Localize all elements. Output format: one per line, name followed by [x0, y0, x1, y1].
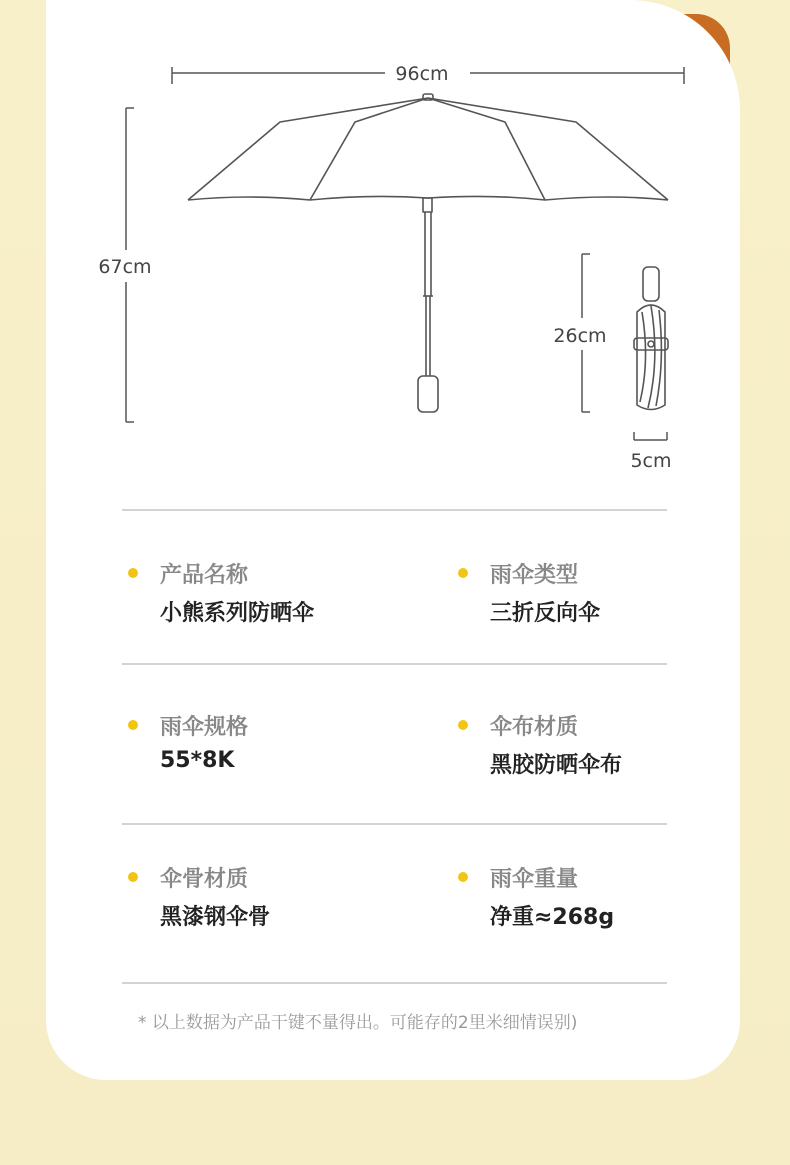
spec-value: 黑胶防晒伞布 [490, 753, 623, 778]
divider [122, 509, 667, 511]
footnote: * 以上数据为产品干键不量得出。可能存的2里米细情误别) [138, 1013, 578, 1033]
bullet-dot [458, 872, 468, 882]
bullet-dot [128, 568, 138, 578]
spec-label: 伞布材质 [490, 715, 579, 740]
folded-umbrella [634, 267, 668, 410]
spec-label: 雨伞重量 [490, 867, 579, 892]
spec-label: 产品名称 [160, 563, 249, 588]
open-umbrella [188, 94, 668, 412]
spec-label: 雨伞规格 [160, 715, 249, 740]
spec-label: 雨伞类型 [490, 563, 579, 588]
folded-width-dimension-line [634, 432, 667, 440]
umbrella-dimension-diagram [0, 0, 790, 500]
bullet-dot [458, 720, 468, 730]
bullet-dot [128, 872, 138, 882]
bullet-dot [128, 720, 138, 730]
folded-width-label: 5cm [630, 450, 672, 472]
divider [122, 982, 667, 984]
spec-value: 小熊系列防晒伞 [160, 601, 315, 626]
spec-value: 三折反向伞 [490, 601, 601, 626]
divider [122, 823, 667, 825]
spec-value: 净重≈268g [490, 905, 615, 930]
height-open-label: 67cm [98, 256, 152, 278]
spec-value: 黑漆钢伞骨 [160, 905, 271, 930]
width-open-label: 96cm [395, 63, 449, 85]
spec-value: 55*8K [160, 748, 235, 773]
bullet-dot [458, 568, 468, 578]
divider [122, 663, 667, 665]
spec-label: 伞骨材质 [160, 867, 249, 892]
folded-length-label: 26cm [553, 325, 607, 347]
